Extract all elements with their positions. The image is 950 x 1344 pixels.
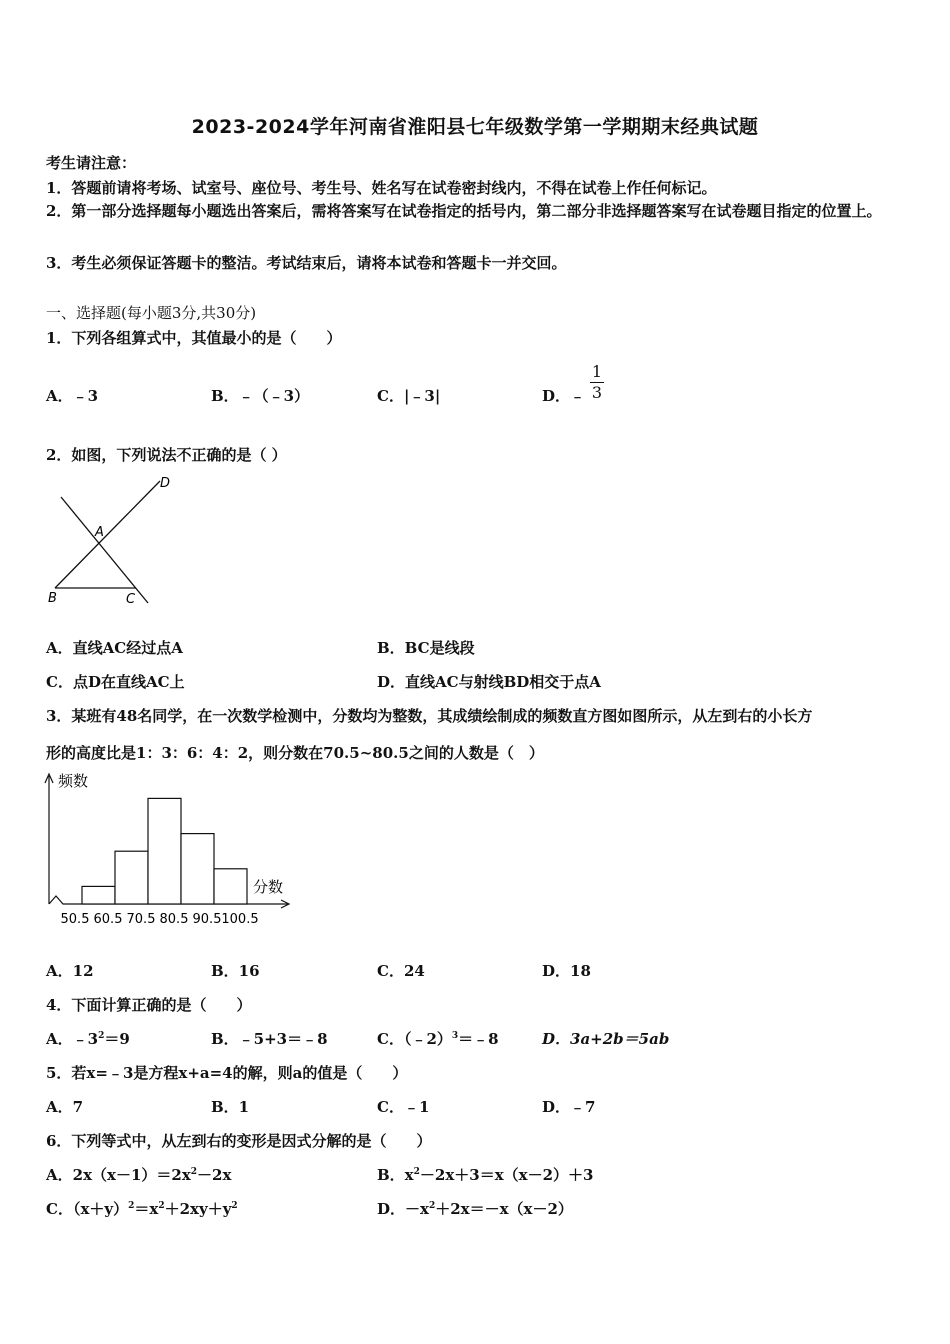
question-1-option-d: D．﹣	[542, 387, 586, 405]
question-3-option-b: B．16	[211, 962, 260, 980]
question-3-option-a: A．12	[46, 962, 94, 980]
question-5-stem: 5．若x=﹣3是方程x+a=4的解，则a的值是（ ）	[46, 1064, 408, 1082]
question-6-option-b: B．$x^2-2x+3=x(x-2)+3$	[377, 1166, 594, 1184]
x-tick-label: 60.5	[93, 912, 123, 927]
histogram-bar	[148, 798, 181, 904]
label-c: C	[126, 592, 136, 607]
question-6-stem: 6．下列等式中，从左到右的变形是因式分解的是（ ）	[46, 1132, 432, 1150]
x-axis-label: 分数	[253, 878, 284, 896]
histogram-bar	[115, 851, 148, 904]
histogram-bar	[82, 886, 115, 904]
x-tick-label: 100.5	[221, 912, 259, 927]
question-4-option-a: A．$﹣3^2=9$	[46, 1030, 130, 1048]
label-b: B	[48, 591, 57, 606]
question-2-stem: 2．如图，下列说法不正确的是（ ）	[46, 446, 287, 464]
question-4-stem: 4．下面计算正确的是（ ）	[46, 996, 252, 1014]
question-6-option-a: A．$2x(x-1)=2x^2-2x$	[46, 1166, 232, 1184]
question-2-option-b: B．BC是线段	[377, 639, 475, 657]
histogram-bar	[214, 869, 247, 904]
question-5-option-c: C．﹣1	[377, 1098, 430, 1116]
question-3-option-c: C．24	[377, 962, 425, 980]
page-title: 2023-2024学年河南省淮阳县七年级数学第一学期期末经典试题	[191, 116, 759, 138]
question-4-option-d: D．3a+2b＝5ab	[542, 1030, 670, 1048]
fraction-denominator: 3	[591, 383, 603, 402]
question-6-option-d: D．$-x^2+2x=-x(x-2)$	[377, 1200, 573, 1218]
question-2-figure	[40, 472, 190, 612]
question-4-option-c: C．（﹣2）$^3$＝﹣8	[377, 1030, 499, 1048]
question-1-option-c: C．|﹣3|	[377, 387, 441, 405]
question-2-option-d: D．直线AC与射线BD相交于点A	[377, 673, 601, 691]
section-heading: 一、选择题(每小题3分,共30分)	[46, 304, 257, 322]
question-3-histogram	[40, 768, 300, 933]
question-1-option-a: A．﹣3	[46, 387, 99, 405]
question-1-fraction	[590, 362, 604, 403]
line-ac	[61, 497, 148, 603]
question-1-option-b: B．﹣（﹣3）	[211, 387, 310, 405]
x-tick-label: 50.5	[60, 912, 90, 927]
histogram-bar	[181, 834, 214, 904]
question-5-option-b: B．1	[211, 1098, 250, 1116]
question-5-option-d: D．﹣7	[542, 1098, 596, 1116]
question-4-option-b: B．﹣5+3＝﹣8	[211, 1030, 328, 1048]
notice-item-3: 3．考生必须保证答题卡的整洁。考试结束后，请将本试卷和答题卡一并交回。	[46, 254, 567, 272]
fraction-numerator: 1	[591, 362, 603, 381]
question-1-stem: 1．下列各组算式中，其值最小的是（ ）	[46, 329, 342, 347]
notice-heading: 考生请注意：	[46, 154, 137, 172]
question-5-option-a: A．7	[46, 1098, 84, 1116]
question-3-stem-line-1: 3．某班有48名同学，在一次数学检测中，分数均为整数，其成绩绘制成的频数直方图如图所示，从左到右的小长方	[46, 707, 813, 725]
y-axis-label: 频数	[58, 772, 89, 790]
question-3-stem-line-2: 形的高度比是1：3：6：4：2，则分数在70.5~80.5之间的人数是（ ）	[46, 744, 544, 762]
x-tick-label: 90.5	[192, 912, 222, 927]
ray-bd	[55, 481, 160, 588]
x-tick-label: 70.5	[126, 912, 156, 927]
question-3-option-d: D．18	[542, 962, 591, 980]
notice-item-2: 2．第一部分选择题每小题选出答案后，需将答案写在试卷指定的括号内，第二部分非选择题答案写在试卷题目指定的位置上。	[46, 202, 882, 220]
x-tick-label: 80.5	[159, 912, 189, 927]
question-2-option-a: A．直线AC经过点A	[46, 639, 183, 657]
question-6-option-c: C．$(x+y)^2=x^2+2xy+y^2$	[46, 1200, 238, 1218]
label-d: D	[160, 476, 171, 491]
notice-item-1: 1．答题前请将考场、试室号、座位号、考生号、姓名写在试卷密封线内，不得在试卷上作任何标记。	[46, 179, 717, 197]
label-a: A	[95, 525, 104, 540]
question-2-option-c: C．点D在直线AC上	[46, 673, 185, 691]
